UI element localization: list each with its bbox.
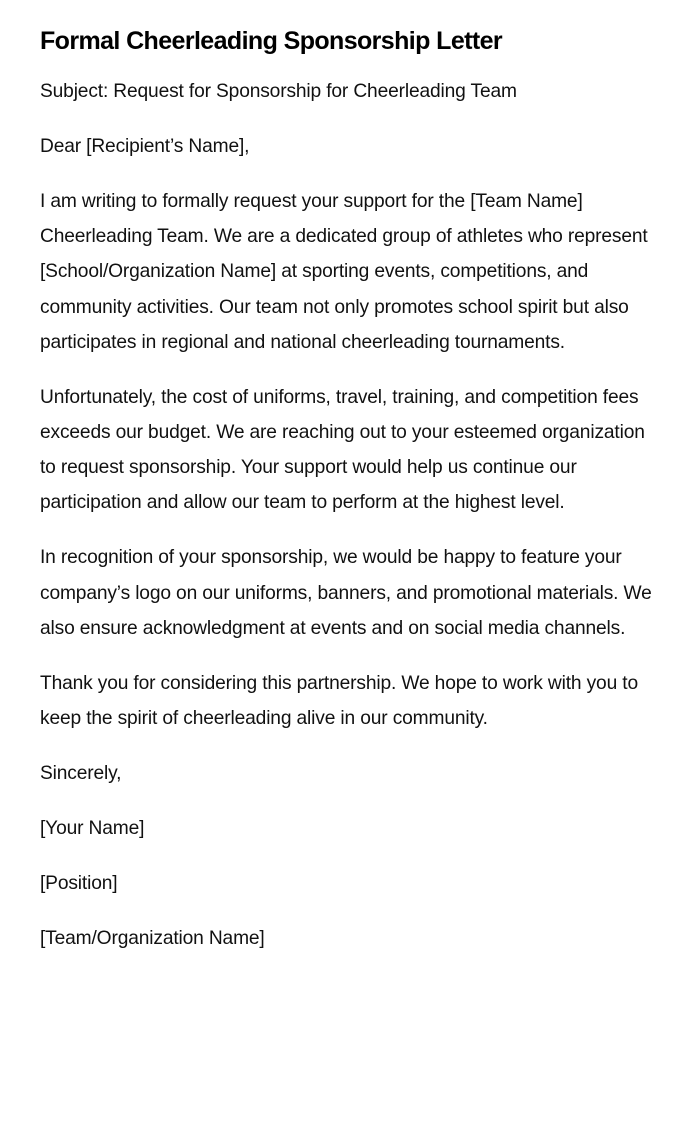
subject-line: Subject: Request for Sponsorship for Cheerleading Team [40, 81, 517, 102]
signature-position: [Position] [40, 873, 118, 895]
body-paragraph-costs: Unfortunately, the cost of uniforms, travel, training, and competition fees exceeds our budget. We are reaching out to your esteemed organization to request sponsorship. Your support would help us continue our participation and allow our team to perform at the highest level. [40, 386, 645, 514]
signature-name: [Your Name] [40, 818, 145, 840]
body-paragraph-recognition: In recognition of your sponsorship, we would be happy to feature your company’s logo on our uniforms, banners, and promotional materials. We also ensure acknowledgment at events and on social media channels. [40, 547, 652, 639]
closing: Sincerely, [40, 763, 122, 785]
signature-organization: [Team/Organization Name] [40, 928, 265, 950]
body-paragraph-intro: I am writing to formally request your support for the [Team Name] Cheerleading Team. We are a dedicated group of athletes who represent [School/Organization Name] at sporting events, competitions, and community activities. Our team not only promotes school spirit but also participates in regional and national cheerleading tournaments. [40, 191, 648, 353]
body-paragraph-thanks: Thank you for considering this partnership. We hope to work with you to keep the spirit of cheerleading alive in our community. [40, 672, 638, 730]
salutation: Dear [Recipient’s Name], [40, 136, 250, 157]
document-title: Formal Cheerleading Sponsorship Letter [40, 27, 503, 55]
